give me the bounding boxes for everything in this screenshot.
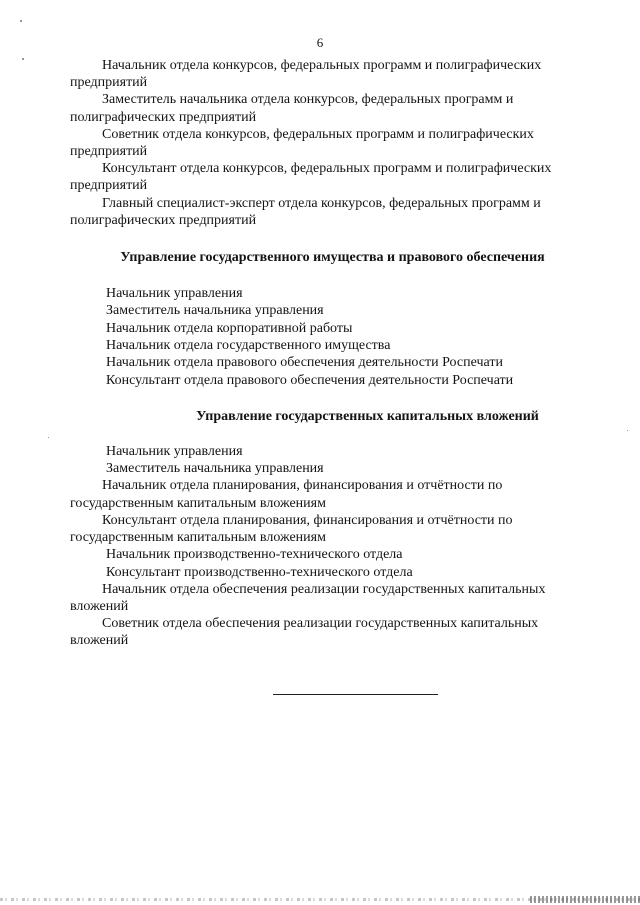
scan-speck bbox=[20, 20, 22, 22]
position-entry: Заместитель начальника управления bbox=[106, 303, 324, 319]
position-entry: Начальник отдела планирования, финансирования и отчётности по государственным капитальным вложениям bbox=[70, 478, 503, 511]
position-entry: Начальник отдела корпоративной работы bbox=[106, 320, 353, 336]
scan-speck bbox=[22, 58, 24, 60]
document-body bbox=[70, 57, 595, 650]
position-entry: Консультант отдела конкурсов, федеральных программ и полиграфических предприятий bbox=[70, 161, 552, 194]
position-entry: Начальник управления bbox=[106, 443, 243, 459]
section-position-list bbox=[70, 443, 595, 650]
position-entry: Советник отдела обеспечения реализации государственных капитальных вложений bbox=[70, 616, 539, 649]
position-entry: Начальник отдела конкурсов, федеральных программ и полиграфических предприятий bbox=[70, 58, 542, 91]
position-entry: Начальник отдела правового обеспечения деятельности Роспечати bbox=[106, 355, 503, 371]
position-entry: Заместитель начальника управления bbox=[106, 461, 324, 477]
position-entry: Начальник отдела обеспечения реализации государственных капитальных вложений bbox=[70, 581, 546, 615]
scan-speck bbox=[627, 430, 628, 431]
position-entry: Главный специалист-эксперт отдела конкурсов, федеральных программ и полиграфических предприятий bbox=[70, 195, 541, 228]
position-entry: Заместитель начальника отдела конкурсов, федеральных программ и полиграфических предприятий bbox=[70, 92, 514, 125]
closing-rule bbox=[273, 694, 438, 695]
section-position-list bbox=[70, 285, 595, 389]
page-number: 6 bbox=[316, 35, 324, 50]
position-entry: Начальник производственно-технического отдела bbox=[106, 547, 403, 563]
scan-speck bbox=[48, 437, 49, 438]
section-capital-investments bbox=[70, 408, 595, 650]
position-entry: Консультант отдела правового обеспечения деятельности Роспечати bbox=[106, 372, 514, 388]
section-heading: Управление государственных капитальных вложений bbox=[196, 408, 539, 424]
scan-artifact-bottom-right bbox=[530, 896, 640, 903]
section-heading: Управление государственного имущества и правового обеспечения bbox=[120, 250, 545, 266]
section-property-legal bbox=[70, 249, 595, 389]
position-entry: Консультант производственно-технического отдела bbox=[106, 564, 413, 580]
intro-position-list bbox=[70, 57, 595, 229]
position-entry: Консультант отдела планирования, финансирования и отчётности по государственным капитальным вложениям bbox=[70, 512, 513, 546]
position-entry: Начальник отдела государственного имущества bbox=[106, 337, 391, 353]
position-entry: Начальник управления bbox=[106, 286, 243, 302]
position-entry: Советник отдела конкурсов, федеральных программ и полиграфических предприятий bbox=[70, 126, 534, 160]
